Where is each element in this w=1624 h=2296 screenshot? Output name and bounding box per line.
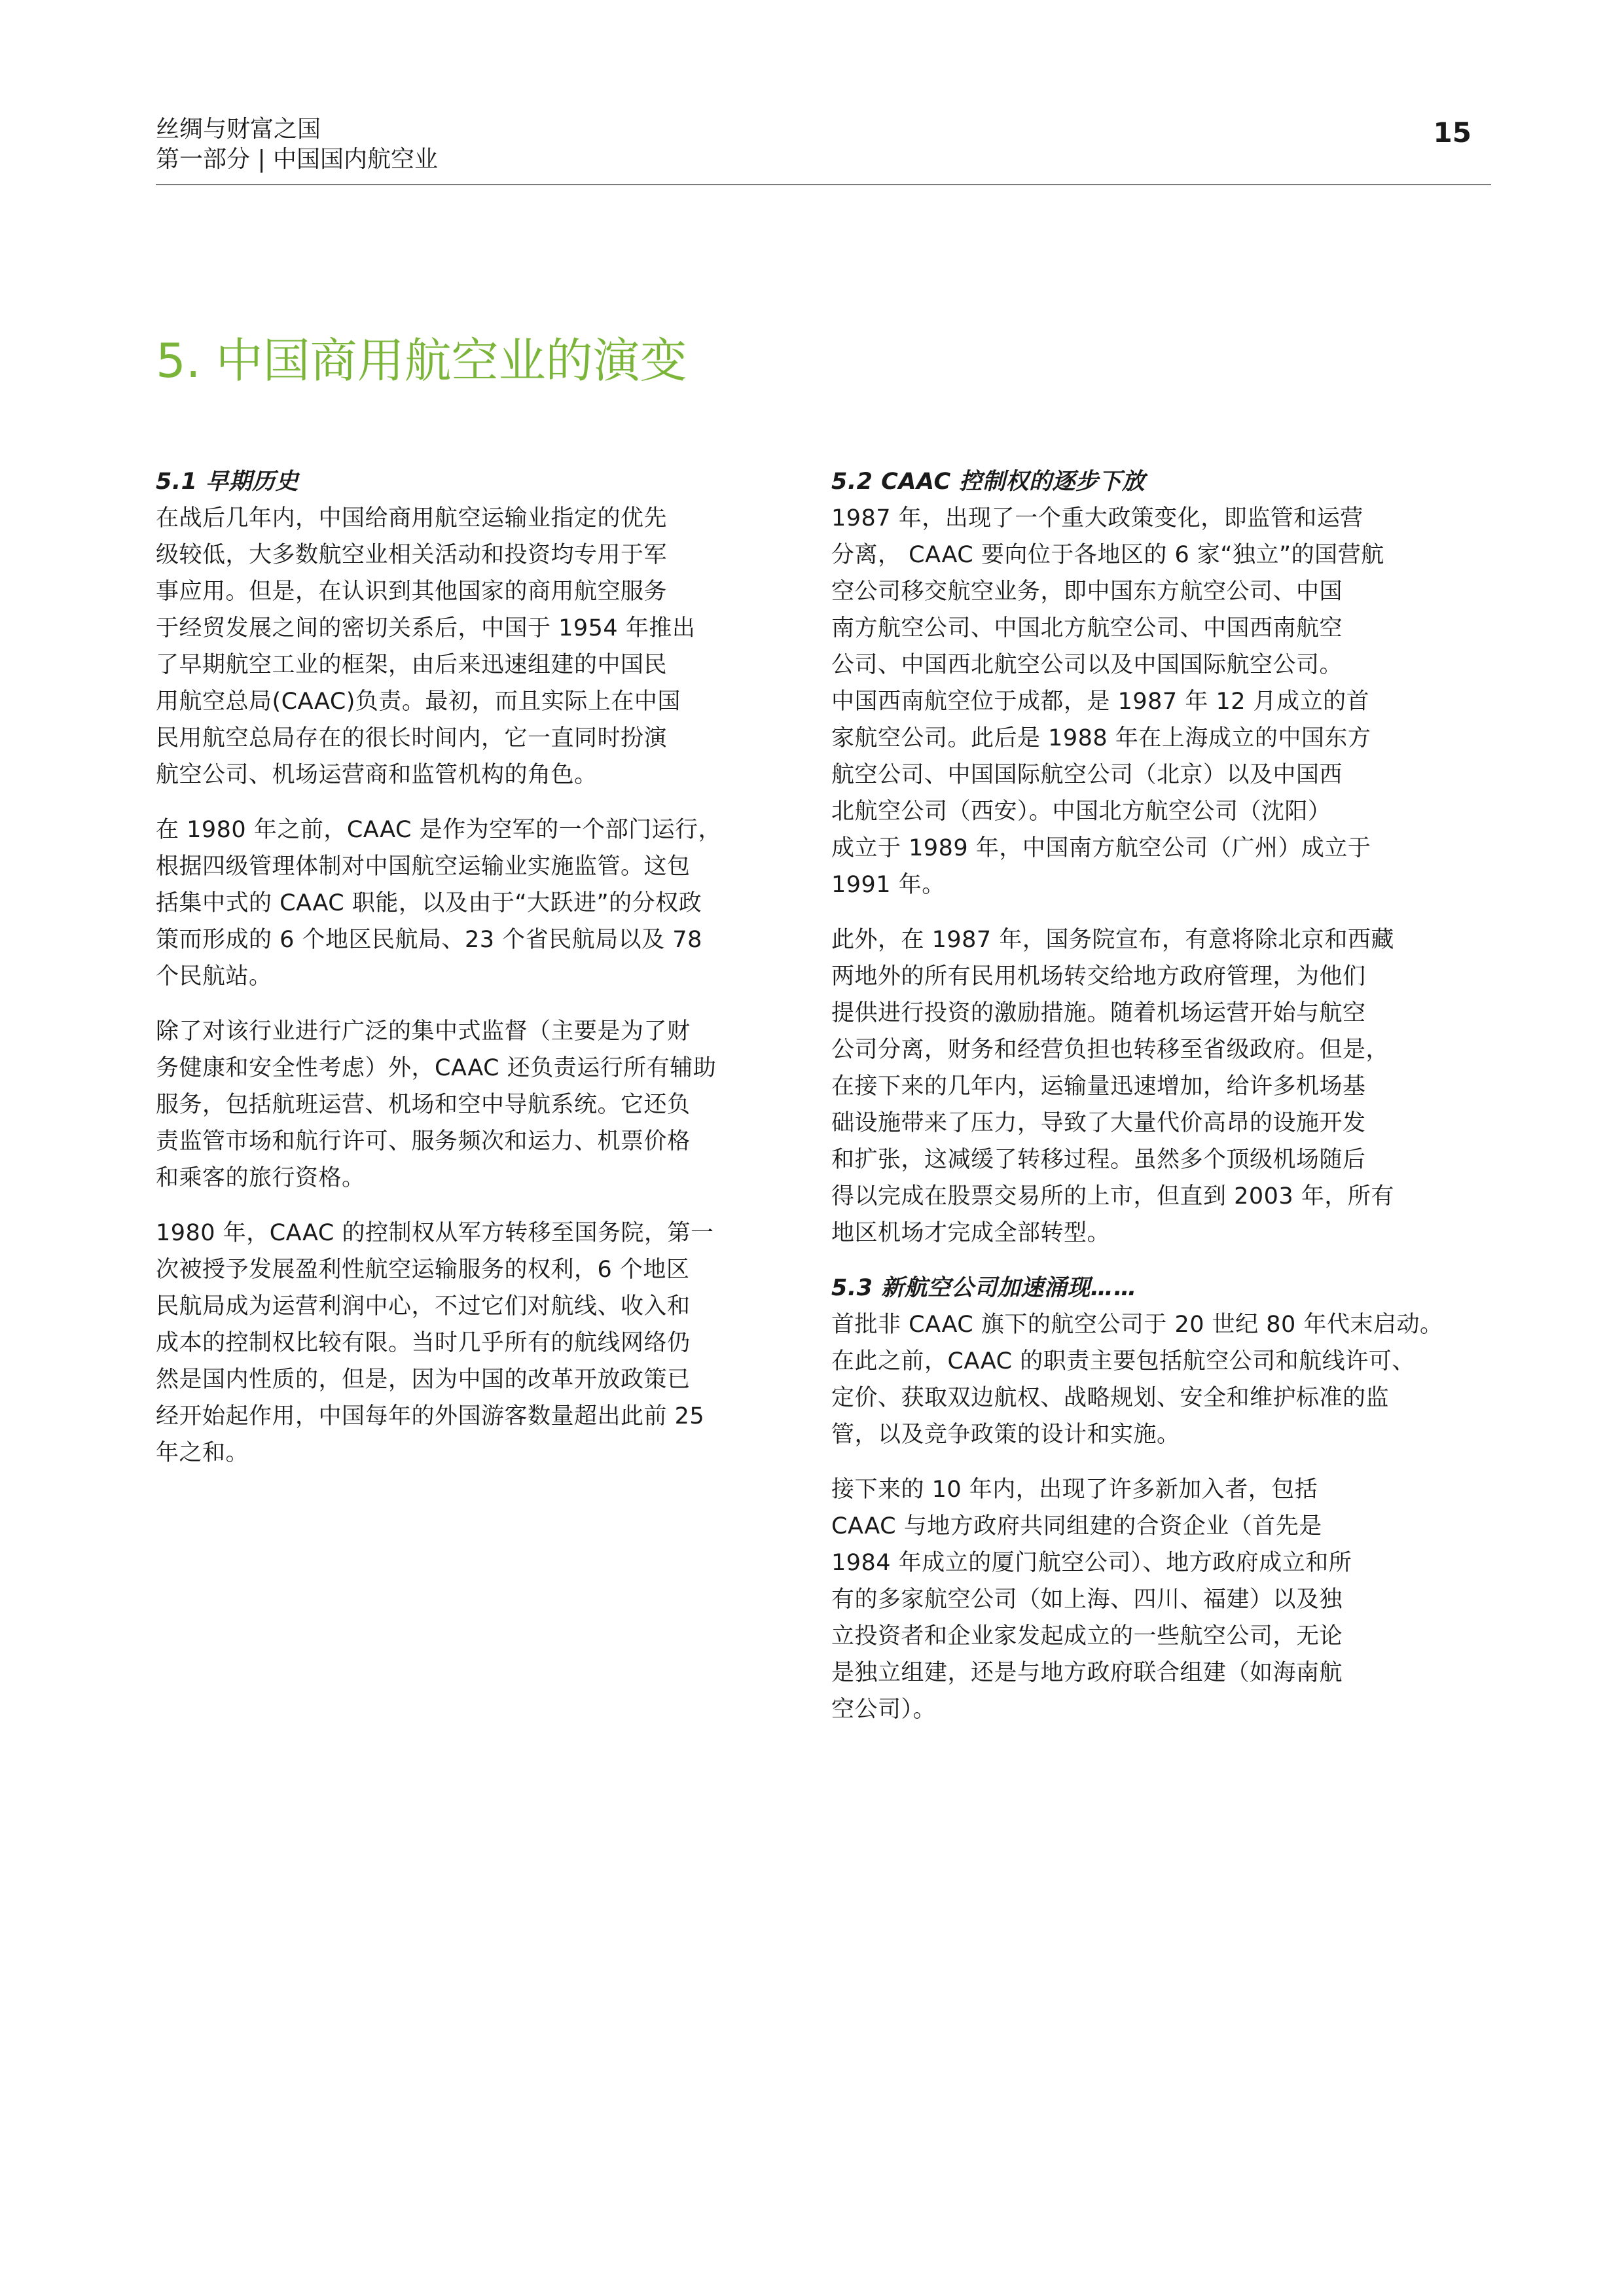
text-line: 于经贸发展之间的密切关系后，中国于 1954 年推出	[156, 615, 696, 641]
text-line: 责监管市场和航行许可、服务频次和运力、机票价格	[156, 1128, 691, 1155]
text-line: 公司、中国西北航空公司以及中国国际航空公司。	[831, 652, 1343, 678]
document-title: 丝绸与财富之国	[156, 116, 321, 143]
text-line: 接下来的 10 年内，出现了许多新加入者，包括	[831, 1477, 1318, 1503]
text-line: 公司分离，财务和经营负担也转移至省级政府。但是，	[831, 1037, 1390, 1063]
text-line: 服务，包括航班运营、机场和空中导航系统。它还负	[156, 1092, 691, 1118]
paragraph	[156, 500, 804, 793]
text-line: 根据四级管理体制对中国航空运输业实施监管。这包	[156, 853, 691, 880]
text-line: 1984 年成立的厦门航空公司）、地方政府成立和所	[831, 1550, 1352, 1576]
text-line: 策而形成的 6 个地区民航局、23 个省民航局以及 78	[156, 927, 702, 953]
text-line: 空公司移交航空业务，即中国东方航空公司、中国	[831, 579, 1343, 605]
text-line: 成立于 1989 年，中国南方航空公司（广州）成立于	[831, 835, 1371, 861]
text-line: 北航空公司（西安）。中国北方航空公司（沈阳）	[831, 798, 1331, 825]
text-line: 定价、获取双边航权、战略规划、安全和维护标准的监	[831, 1385, 1390, 1411]
text-line: 1987 年，出现了一个重大政策变化，即监管和运营	[831, 505, 1363, 531]
text-line: 航空公司、中国国际航空公司（北京）以及中国西	[831, 762, 1343, 788]
text-line: 民用航空总局存在的很长时间内，它一直同时扮演	[156, 725, 668, 751]
text-line: 1980 年，CAAC 的控制权从军方转移至国务院，第一	[156, 1220, 714, 1246]
text-line: 家航空公司。此后是 1988 年在上海成立的中国东方	[831, 725, 1371, 751]
left-column	[156, 463, 804, 1490]
subheading-5-2: 5.2 CAAC 控制权的逐步下放	[831, 469, 1146, 495]
text-line: 地区机场才完成全部转型。	[831, 1220, 1111, 1246]
text-line: 两地外的所有民用机场转交给地方政府管理，为他们	[831, 963, 1366, 990]
text-line: 然是国内性质的，但是，因为中国的改革开放政策已	[156, 1367, 691, 1393]
paragraph	[156, 812, 804, 995]
header-divider	[156, 184, 1491, 185]
text-line: 在 1980 年之前，CAAC 是作为空军的一个部门运行，	[156, 817, 722, 843]
paragraph	[156, 1013, 804, 1196]
paragraph	[831, 922, 1519, 1251]
text-line: 立投资者和企业家发起成立的一些航空公司，无论	[831, 1623, 1343, 1649]
paragraph	[831, 1306, 1519, 1453]
text-line: 在战后几年内，中国给商用航空运输业指定的优先	[156, 505, 668, 531]
text-line: 提供进行投资的激励措施。随着机场运营开始与航空	[831, 1000, 1366, 1026]
text-line: 有的多家航空公司（如上海、四川、福建）以及独	[831, 1587, 1343, 1613]
section-title: 5. 中国商用航空业的演变	[156, 333, 687, 388]
text-line: 是独立组建，还是与地方政府联合组建（如海南航	[831, 1660, 1343, 1686]
text-line: 中国西南航空位于成都，是 1987 年 12 月成立的首	[831, 689, 1370, 715]
text-line: 成本的控制权比较有限。当时几乎所有的航线网络仍	[156, 1330, 691, 1356]
text-line: 首批非 CAAC 旗下的航空公司于 20 世纪 80 年代末启动。	[831, 1312, 1443, 1338]
subheading-5-1: 5.1 早期历史	[156, 469, 299, 495]
text-line: 航空公司、机场运营商和监管机构的角色。	[156, 762, 598, 788]
text-line: 了早期航空工业的框架，由后来迅速组建的中国民	[156, 652, 668, 678]
text-line: 个民航站。	[156, 963, 272, 990]
text-line: 和扩张，这减缓了转移过程。虽然多个顶级机场随后	[831, 1147, 1366, 1173]
text-line: 南方航空公司、中国北方航空公司、中国西南航空	[831, 615, 1343, 641]
paragraph	[831, 500, 1519, 903]
text-line: 空公司）。	[831, 1696, 937, 1723]
text-line: 级较低，大多数航空业相关活动和投资均专用于军	[156, 542, 668, 568]
text-line: 括集中式的 CAAC 职能，以及由于“大跃进”的分权政	[156, 890, 702, 916]
text-line: CAAC 与地方政府共同组建的合资企业（首先是	[831, 1513, 1322, 1539]
text-line: 事应用。但是，在认识到其他国家的商用航空服务	[156, 579, 668, 605]
text-line: 在接下来的几年内，运输量迅速增加，给许多机场基	[831, 1073, 1366, 1100]
text-line: 分离， CAAC 要向位于各地区的 6 家“独立”的国营航	[831, 542, 1384, 568]
text-line: 务健康和安全性考虑）外，CAAC 还负责运行所有辅助	[156, 1055, 717, 1081]
text-line: 管，以及竞争政策的设计和实施。	[831, 1422, 1180, 1448]
text-line: 年之和。	[156, 1440, 249, 1466]
running-head	[156, 115, 438, 175]
text-line: 除了对该行业进行广泛的集中式监督（主要是为了财	[156, 1018, 691, 1045]
text-line: 此外，在 1987 年，国务院宣布，有意将除北京和西藏	[831, 927, 1394, 953]
text-line: 础设施带来了压力，导致了大量代价高昂的设施开发	[831, 1110, 1366, 1136]
text-line: 在此之前，CAAC 的职责主要包括航空公司和航线许可、	[831, 1348, 1415, 1374]
text-line: 1991 年。	[831, 872, 945, 898]
text-line: 得以完成在股票交易所的上市，但直到 2003 年，所有	[831, 1183, 1394, 1210]
part-title: 第一部分 | 中国国内航空业	[156, 146, 439, 173]
text-line: 民航局成为运营利润中心，不过它们对航线、收入和	[156, 1293, 691, 1319]
text-line: 用航空总局(CAAC)负责。最初，而且实际上在中国	[156, 689, 681, 715]
page-number: 15	[1433, 117, 1471, 149]
text-line: 经开始起作用，中国每年的外国游客数量超出此前 25	[156, 1403, 705, 1429]
page-header	[156, 108, 1491, 185]
paragraph	[831, 1471, 1519, 1728]
right-column	[831, 463, 1519, 1746]
paragraph	[156, 1215, 804, 1471]
subheading-5-3: 5.3 新航空公司加速涌现……	[831, 1275, 1137, 1301]
text-line: 和乘客的旅行资格。	[156, 1165, 365, 1191]
text-line: 次被授予发展盈利性航空运输服务的权利，6 个地区	[156, 1257, 690, 1283]
